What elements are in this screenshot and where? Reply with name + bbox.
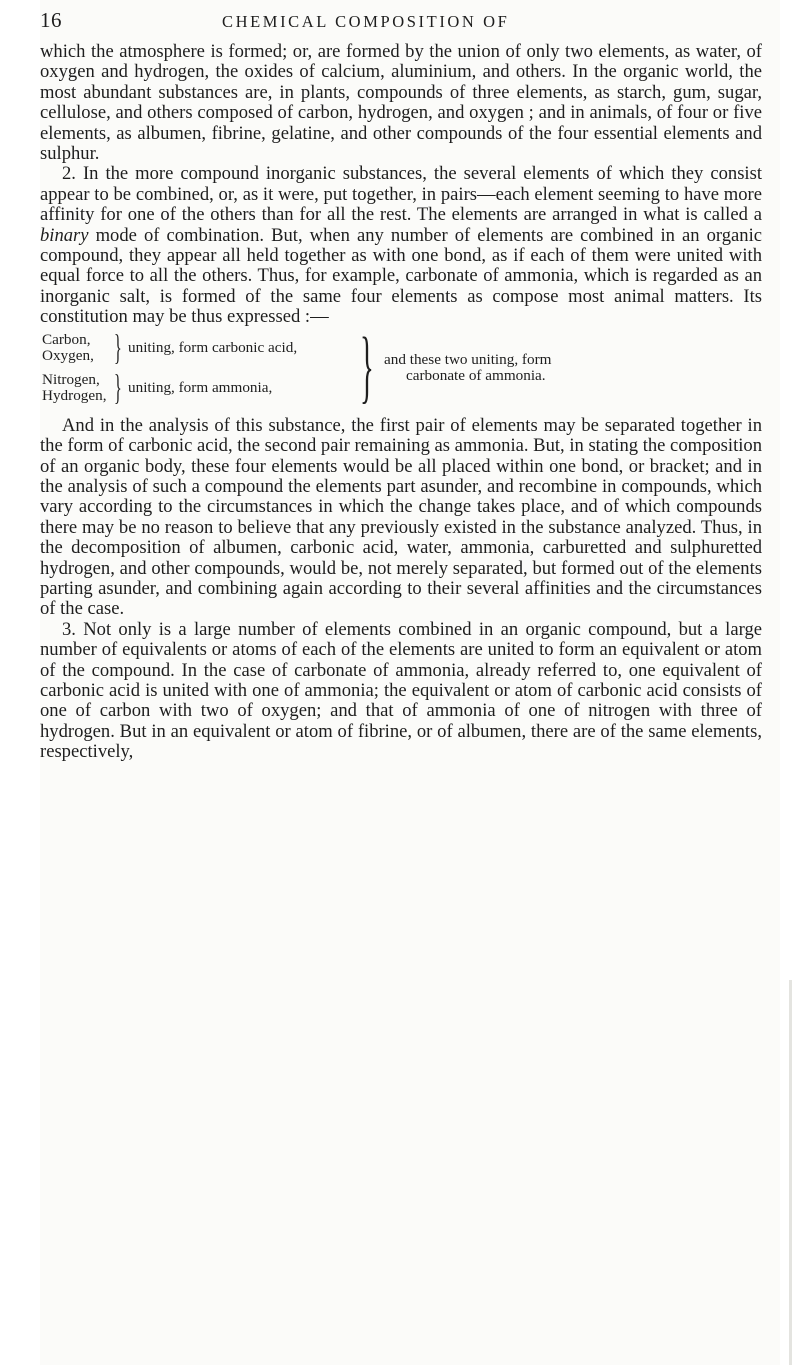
ammonia-description: uniting, form ammonia,: [128, 378, 273, 396]
result-line-1: and these two uniting, form: [384, 350, 552, 368]
result-line-2: carbonate of ammonia.: [406, 366, 546, 384]
carbonic-acid-pair: [42, 326, 298, 367]
paragraph-2-end: mode of combination. But, when any number of elements are combined in an organic compound, they appear all held together as with one bond, as if each of them were united with equal force to all the others. Thus, for example, carbonate of ammonia, which is regarded as an inorganic salt, is formed of the same four elements as compose most animal matters. Its constitution may be thus expressed :—: [40, 224, 762, 328]
book-page: [40, 0, 780, 1365]
paragraph-2-start: 2. In the more compound inorganic substances, the several elements of which they consist appear to be combined, or, as it were, put together, in pairs—each element seeming to have more affinity for one of the others than for all the rest. The elements are arranged in what is called a: [40, 163, 762, 226]
paragraph-1: which the atmosphere is formed; or, are formed by the union of only two elements, as water, of oxygen and hydrogen, the oxides of calcium, aluminium, and others. In the organic world, the most abundant substances are, in plants, compounds of three elements, as starch, gum, sugar, cellulose, and others composed of carbon, hydrogen, and oxygen ; and in animals, of four or five elements, as albumen, fibrine, gelatine, and other compounds of the four essential elements and sulphur.: [40, 41, 762, 165]
element-oxygen: Oxygen,: [42, 346, 94, 364]
element-nitrogen: Nitrogen,: [42, 370, 100, 388]
ammonia-pair: [42, 366, 282, 407]
brace-icon: }: [114, 326, 122, 367]
page-number: 16: [40, 8, 62, 32]
large-brace-icon: }: [360, 319, 374, 411]
paragraph-4: 3. Not only is a large number of elements combined in an organic compound, but a large number of equivalents or atoms of each of the elements are united to form an equivalent or atom of the compound. In the case of carbonate of ammonia, already referred to, one equivalent of carbonic acid is united with one of ammonia; the equivalent or atom of carbonic acid consists of one of carbon with two of oxygen; and that of ammonia of one of nitrogen with three of hydrogen. But in an equivalent or atom of fibrine, or of albumen, there are of the same elements, respectively,: [40, 618, 762, 763]
body-text: [40, 42, 762, 763]
running-head: CHEMICAL COMPOSITION OF: [222, 12, 510, 31]
page-edge-shadow: [789, 980, 792, 1365]
page-header: [40, 8, 780, 38]
element-hydrogen: Hydrogen,: [42, 386, 107, 404]
paragraph-3: And in the analysis of this substance, the first pair of elements may be separated together in the form of carbonic acid, the second pair remaining as ammonia. But, in stating the composition of an organic body, these four elements would be all placed within one bond, or bracket; and in the analysis of such a compound the elements part asunder, and recombine in compounds, which vary according to the circumstances in which the change takes place, and of which compounds there may be no reason to believe that any previously existed in the substance analyzed. Thus, in the decomposition of albumen, carbonic acid, water, ammonia, carburetted and sulphuretted hydrogen, and other compounds, would be, not merely separated, but formed out of the elements parting asunder, and combining again according to their several affinities and the circumstances of the case.: [40, 414, 762, 620]
paragraph-2: [40, 164, 762, 327]
element-carbon: Carbon,: [42, 330, 91, 348]
carbonic-acid-description: uniting, form carbonic acid,: [128, 338, 298, 356]
binary-term: binary: [40, 224, 89, 246]
brace-icon: }: [114, 366, 122, 407]
constitution-diagram: [40, 319, 762, 411]
carbonate-result: [384, 352, 764, 384]
